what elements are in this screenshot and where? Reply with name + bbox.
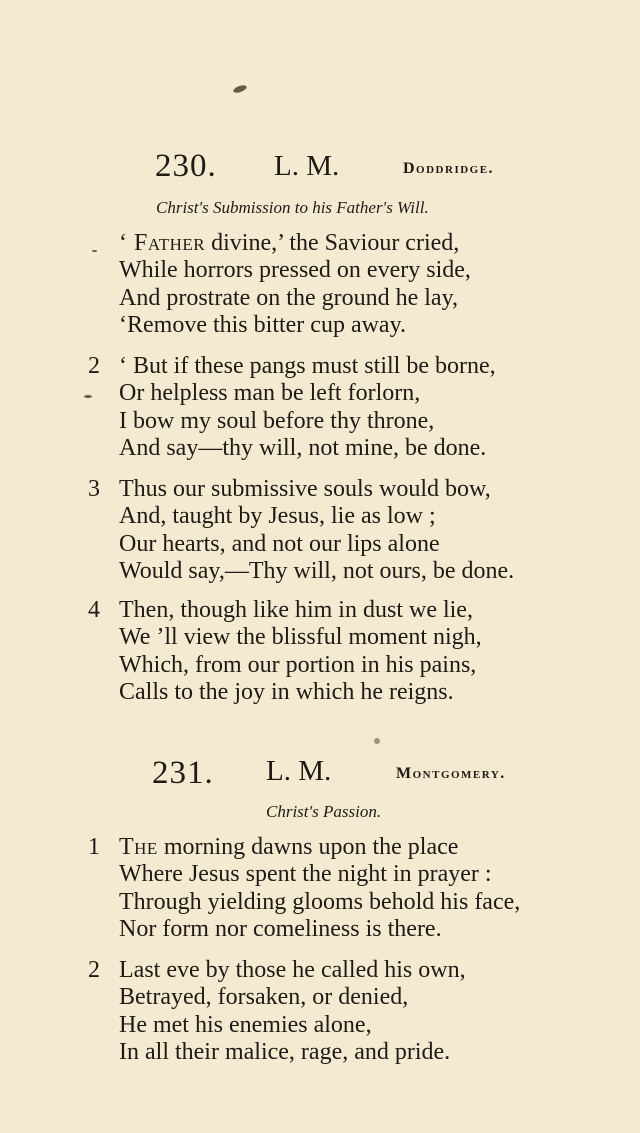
verse-line (119, 476, 491, 503)
verse-text: Calls to the joy in which he reigns. (119, 678, 454, 705)
hymn-230-header (0, 148, 640, 188)
verse-text: Our hearts, and not our lips alone (119, 530, 440, 557)
verse-number: 2 (88, 957, 100, 983)
verse-number: 1 (88, 834, 100, 860)
verse-number: 2 (88, 353, 100, 379)
verse-line (119, 380, 420, 407)
verse-text: divine,’ the Saviour cried, (205, 230, 460, 256)
ink-speck (232, 84, 247, 94)
verse-number: 3 (88, 476, 100, 502)
verse-line (119, 503, 436, 530)
verse-text: Would say,—Thy will, not ours, be done. (119, 557, 515, 584)
hymn-meter: L. M. (274, 150, 340, 182)
verse-line (119, 353, 496, 380)
verse-line (119, 957, 466, 984)
verse-line (119, 597, 473, 624)
ink-speck (92, 250, 97, 252)
verse-line (119, 1039, 450, 1066)
verse-line (119, 558, 514, 585)
verse-text: ‘ But if these pangs must still be borne, (119, 353, 496, 379)
ink-speck (84, 395, 92, 398)
ink-speck (374, 738, 380, 744)
verse-line (119, 312, 406, 339)
verse-line (119, 1012, 372, 1039)
verse-line (119, 257, 471, 284)
verse-line (119, 435, 486, 462)
verse-text: ‘Remove this bitter cup away. (119, 311, 407, 338)
verse-text: And prostrate on the ground he lay, (119, 284, 459, 311)
hymn-number: 230. (155, 148, 217, 184)
verse-line (119, 834, 458, 861)
verse-text: Betrayed, forsaken, or denied, (119, 984, 409, 1011)
verse-text: Where Jesus spent the night in prayer : (119, 861, 492, 888)
verse-line (119, 230, 459, 257)
verse-line (119, 916, 442, 943)
verse-text: And say—thy will, not mine, be done. (119, 434, 487, 461)
verse-line (119, 984, 408, 1011)
verse-text: Thus our submissive souls would bow, (119, 476, 491, 502)
verse-line (119, 861, 492, 888)
verse-text: Through yielding glooms behold his face, (119, 888, 521, 915)
hymn-author: Doddridge. (403, 160, 495, 177)
verse-text: Which, from our portion in his pains, (119, 651, 477, 678)
verse-line (119, 652, 476, 679)
verse-line (119, 285, 458, 312)
verse-text: In all their malice, rage, and pride. (119, 1038, 451, 1065)
verse-text: Or helpless man be left forlorn, (119, 380, 421, 407)
hymn-author: Montgomery. (396, 765, 506, 782)
hymn-subtitle: Christ's Passion. (266, 802, 382, 821)
verse-text: He met his enemies alone, (119, 1011, 372, 1038)
hymn-number: 231. (152, 755, 214, 791)
hymn-231-header (0, 755, 640, 795)
verse-text: Then, though like him in dust we lie, (119, 597, 473, 623)
verse-line (119, 531, 440, 558)
verse-text: We ’ll view the blissful moment nigh, (119, 624, 482, 651)
verse-text: While horrors pressed on every side, (119, 257, 471, 284)
verse-text: And, taught by Jesus, lie as low ; (119, 503, 436, 530)
verse-line (119, 408, 434, 435)
verse-text: Last eve by those he called his own, (119, 957, 466, 983)
verse-first-word: ‘ Father (119, 230, 206, 256)
verse-text: Nor form nor comeliness is there. (119, 915, 442, 942)
verse-number: 4 (88, 597, 100, 623)
verse-line (119, 889, 520, 916)
verse-text: I bow my soul before thy throne, (119, 407, 435, 434)
verse-line (119, 679, 454, 706)
verse-line (119, 624, 482, 651)
hymn-subtitle: Christ's Submission to his Father's Will. (156, 198, 429, 217)
hymn-meter: L. M. (266, 755, 332, 787)
verse-first-word: The (119, 834, 158, 860)
verse-text: morning dawns upon the place (157, 834, 459, 860)
